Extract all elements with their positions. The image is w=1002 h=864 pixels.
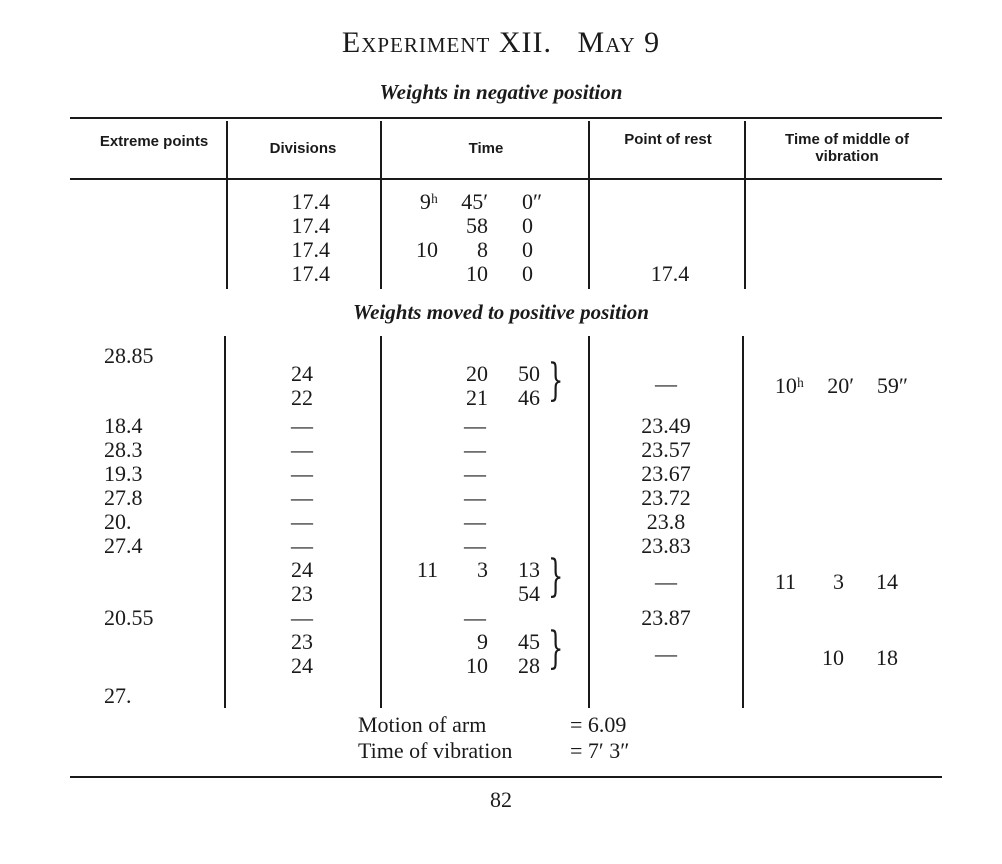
pos-div: 23 [291, 629, 313, 654]
neg-min: 58 [466, 213, 488, 238]
time-of-vibration-label: Time of vibration [358, 738, 513, 763]
neg-sec: 0″ [522, 189, 543, 214]
neg-min: 45′ [461, 189, 488, 214]
pos-rest: — [655, 371, 677, 396]
col-rule [744, 121, 746, 289]
pos-extreme: 19.3 [104, 461, 143, 486]
col-rule [380, 121, 382, 289]
pos-div: — [291, 413, 313, 438]
pos-min: 21 [466, 385, 488, 410]
pos-div: 24 [291, 557, 313, 582]
header-extreme-points: Extreme points [99, 133, 209, 150]
pos-extreme: 18.4 [104, 413, 143, 438]
pos-extreme: 27. [104, 683, 132, 708]
pos-rest: — [655, 569, 677, 594]
col-rule [224, 336, 226, 708]
neg-div: 17.4 [291, 189, 330, 214]
title-experiment: Experiment XII. [341, 26, 553, 59]
pos-div: — [291, 461, 313, 486]
pos-div: 24 [291, 361, 313, 386]
neg-div: 17.4 [291, 237, 330, 262]
mid-min: 10 [822, 645, 844, 670]
neg-div: 17.4 [291, 213, 330, 238]
neg-div: 17.4 [291, 261, 330, 286]
pos-sec: 54 [518, 581, 540, 606]
motion-of-arm-value: = 6.09 [570, 712, 627, 737]
col-rule [588, 336, 590, 708]
pos-div: — [291, 533, 313, 558]
pos-extreme: 27.4 [104, 533, 143, 558]
pos-min: — [464, 533, 486, 558]
header-time-middle-vibration: Time of middle of vibration [785, 131, 909, 165]
neg-min: 8 [477, 237, 488, 262]
pos-min: 10 [466, 653, 488, 678]
pos-rest: 23.72 [641, 485, 691, 510]
pos-div: — [291, 509, 313, 534]
pair-brace: } [548, 551, 564, 602]
pos-extreme: 28.3 [104, 437, 143, 462]
pos-div: 22 [291, 385, 313, 410]
pos-extreme: 20. [104, 509, 132, 534]
pos-hour: 11 [416, 557, 438, 582]
neg-hour: 9ʰ [419, 189, 438, 214]
pos-sec: 50 [518, 361, 540, 386]
neg-rest: 17.4 [650, 261, 690, 286]
pos-div: — [291, 437, 313, 462]
col-rule [226, 121, 228, 289]
title-date: May 9 [577, 26, 661, 59]
table-bottom-rule [70, 776, 942, 778]
pos-rest: — [655, 641, 677, 666]
page-number: 82 [490, 787, 512, 812]
pos-min: 3 [477, 557, 488, 582]
mid-hour: 11 [774, 569, 796, 594]
pos-min: — [464, 605, 486, 630]
pos-div: — [291, 485, 313, 510]
pos-extreme: 27.8 [104, 485, 143, 510]
pos-rest: 23.87 [641, 605, 691, 630]
pair-brace: } [548, 623, 564, 674]
pos-min: — [464, 413, 486, 438]
mid-min: 20′ [827, 373, 854, 398]
pos-min: — [464, 461, 486, 486]
mid-sec: 14 [876, 569, 898, 594]
subtitle-positive: Weights moved to positive position [353, 300, 649, 324]
pair-brace: } [548, 355, 564, 406]
header-divisions: Divisions [269, 140, 337, 157]
header-time: Time [468, 140, 504, 157]
pos-div: — [291, 605, 313, 630]
pos-sec: 46 [518, 385, 540, 410]
mid-min: 3 [833, 569, 844, 594]
pos-min: — [464, 437, 486, 462]
neg-sec: 0 [522, 213, 533, 238]
pos-min: — [464, 485, 486, 510]
header-bottom-rule [70, 178, 942, 180]
pos-rest: 23.83 [641, 533, 691, 558]
pos-extreme: 20.55 [104, 605, 154, 630]
neg-sec: 0 [522, 261, 533, 286]
page-title [0, 26, 1002, 60]
mid-sec: 59″ [876, 373, 908, 398]
pos-rest: 23.8 [646, 509, 686, 534]
pos-rest: 23.57 [641, 437, 691, 462]
pos-min: 20 [466, 361, 488, 386]
time-of-vibration-value: = 7′ 3″ [570, 738, 630, 763]
header-point-of-rest: Point of rest [624, 131, 712, 148]
pos-extreme: 28.85 [104, 343, 154, 368]
col-rule [588, 121, 590, 289]
col-rule [742, 336, 744, 708]
mid-sec: 18 [876, 645, 898, 670]
col-rule [380, 336, 382, 708]
neg-sec: 0 [522, 237, 533, 262]
pos-min: 9 [477, 629, 488, 654]
motion-of-arm-label: Motion of arm [358, 712, 487, 737]
pos-sec: 13 [518, 557, 540, 582]
neg-min: 10 [466, 261, 488, 286]
subtitle-negative: Weights in negative position [379, 80, 623, 104]
table-top-rule [70, 117, 942, 119]
pos-div: 24 [291, 653, 313, 678]
pos-rest: 23.49 [641, 413, 691, 438]
pos-div: 23 [291, 581, 313, 606]
neg-hour: 10 [416, 237, 438, 262]
pos-sec: 45 [518, 629, 540, 654]
pos-sec: 28 [518, 653, 540, 678]
pos-min: — [464, 509, 486, 534]
mid-hour: 10ʰ [774, 373, 804, 398]
pos-rest: 23.67 [641, 461, 691, 486]
